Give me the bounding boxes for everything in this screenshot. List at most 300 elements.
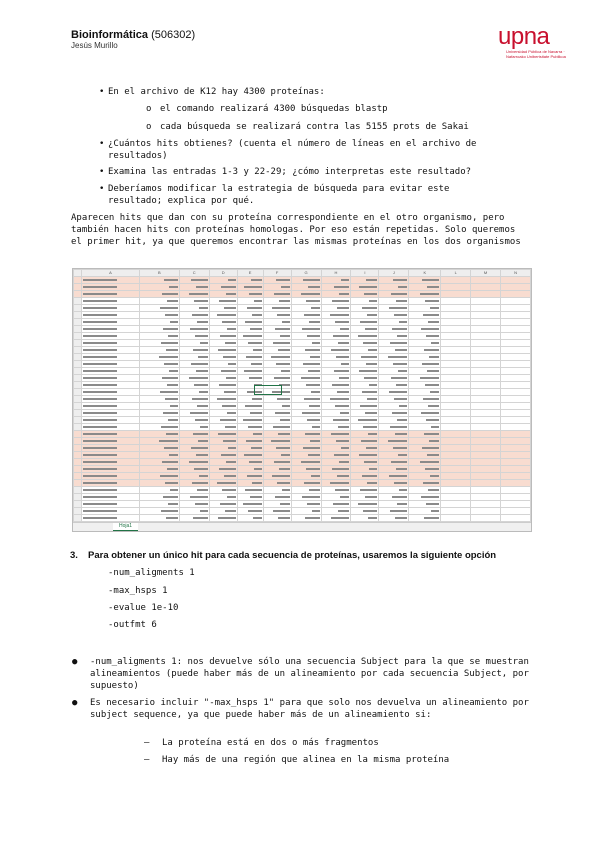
row-header[interactable] [74,291,82,298]
table-cell[interactable] [209,333,237,340]
table-cell[interactable] [379,312,409,319]
table-cell[interactable] [379,298,409,305]
table-cell[interactable] [263,501,291,508]
table-cell[interactable] [409,459,441,466]
table-cell[interactable] [291,417,321,424]
table-cell[interactable] [501,508,531,515]
table-cell[interactable] [139,445,179,452]
table-cell[interactable] [409,431,441,438]
table-cell[interactable] [441,424,471,431]
table-cell[interactable] [291,389,321,396]
column-header[interactable]: N [501,270,531,277]
table-cell[interactable] [379,347,409,354]
table-cell[interactable] [441,347,471,354]
table-cell[interactable] [237,347,263,354]
table-cell[interactable] [237,445,263,452]
table-cell[interactable] [263,396,291,403]
table-cell[interactable] [291,347,321,354]
table-cell[interactable] [501,487,531,494]
table-cell[interactable] [441,473,471,480]
table-cell[interactable] [291,277,321,284]
table-cell[interactable] [139,487,179,494]
table-cell[interactable] [237,438,263,445]
table-cell[interactable] [179,424,209,431]
table-cell[interactable] [471,284,501,291]
table-cell[interactable] [263,277,291,284]
table-cell[interactable] [441,340,471,347]
table-cell[interactable] [379,438,409,445]
table-cell[interactable] [237,508,263,515]
table-cell[interactable] [179,368,209,375]
table-cell[interactable] [81,284,139,291]
table-cell[interactable] [441,431,471,438]
table-cell[interactable] [379,445,409,452]
table-cell[interactable] [351,494,379,501]
table-cell[interactable] [263,319,291,326]
table-cell[interactable] [321,438,351,445]
table-cell[interactable] [409,361,441,368]
table-cell[interactable] [237,494,263,501]
table-cell[interactable] [139,480,179,487]
table-cell[interactable] [321,410,351,417]
table-cell[interactable] [321,417,351,424]
table-cell[interactable] [263,410,291,417]
table-cell[interactable] [209,389,237,396]
table-cell[interactable] [441,305,471,312]
table-cell[interactable] [291,452,321,459]
row-header[interactable] [74,305,82,312]
column-header[interactable]: G [291,270,321,277]
table-cell[interactable] [409,305,441,312]
table-cell[interactable] [351,459,379,466]
table-cell[interactable] [471,368,501,375]
table-cell[interactable] [379,319,409,326]
table-cell[interactable] [321,389,351,396]
row-header[interactable] [74,354,82,361]
table-cell[interactable] [263,417,291,424]
table-cell[interactable] [291,375,321,382]
table-cell[interactable] [441,466,471,473]
table-cell[interactable] [179,277,209,284]
table-cell[interactable] [81,494,139,501]
table-cell[interactable] [501,410,531,417]
table-cell[interactable] [471,389,501,396]
table-cell[interactable] [351,417,379,424]
row-header[interactable] [74,515,82,522]
table-cell[interactable] [471,382,501,389]
table-cell[interactable] [139,319,179,326]
table-cell[interactable] [321,277,351,284]
table-cell[interactable] [441,480,471,487]
table-cell[interactable] [501,445,531,452]
table-cell[interactable] [209,494,237,501]
table-cell[interactable] [139,354,179,361]
table-cell[interactable] [139,326,179,333]
table-cell[interactable] [81,515,139,522]
table-cell[interactable] [263,368,291,375]
table-cell[interactable] [237,368,263,375]
column-header[interactable]: C [179,270,209,277]
table-cell[interactable] [291,424,321,431]
row-header[interactable] [74,508,82,515]
column-header[interactable]: L [441,270,471,277]
table-cell[interactable] [471,473,501,480]
table-cell[interactable] [351,424,379,431]
table-cell[interactable] [139,459,179,466]
row-header[interactable] [74,298,82,305]
table-cell[interactable] [321,459,351,466]
table-cell[interactable] [501,298,531,305]
table-cell[interactable] [209,466,237,473]
table-cell[interactable] [179,403,209,410]
table-cell[interactable] [501,459,531,466]
table-cell[interactable] [351,410,379,417]
table-cell[interactable] [291,340,321,347]
table-cell[interactable] [379,501,409,508]
table-cell[interactable] [291,494,321,501]
table-cell[interactable] [263,298,291,305]
table-cell[interactable] [351,326,379,333]
table-cell[interactable] [501,326,531,333]
table-cell[interactable] [441,354,471,361]
table-cell[interactable] [351,354,379,361]
table-cell[interactable] [379,403,409,410]
table-cell[interactable] [263,424,291,431]
row-header[interactable] [74,480,82,487]
table-cell[interactable] [263,466,291,473]
table-cell[interactable] [179,410,209,417]
table-cell[interactable] [501,403,531,410]
table-cell[interactable] [321,466,351,473]
table-cell[interactable] [179,494,209,501]
row-header[interactable] [74,382,82,389]
table-cell[interactable] [81,368,139,375]
table-cell[interactable] [237,424,263,431]
row-header[interactable] [74,389,82,396]
table-cell[interactable] [471,424,501,431]
table-cell[interactable] [441,361,471,368]
table-cell[interactable] [291,431,321,438]
table-cell[interactable] [409,466,441,473]
column-header[interactable]: D [209,270,237,277]
table-cell[interactable] [321,319,351,326]
table-cell[interactable] [291,466,321,473]
table-cell[interactable] [81,445,139,452]
table-cell[interactable] [81,326,139,333]
table-cell[interactable] [501,396,531,403]
row-header[interactable] [74,431,82,438]
row-header[interactable] [74,326,82,333]
table-cell[interactable] [237,473,263,480]
row-header[interactable] [74,368,82,375]
table-cell[interactable] [179,319,209,326]
table-cell[interactable] [501,389,531,396]
row-header[interactable] [74,487,82,494]
table-cell[interactable] [441,375,471,382]
table-cell[interactable] [471,431,501,438]
table-cell[interactable] [379,459,409,466]
table-cell[interactable] [263,333,291,340]
table-cell[interactable] [209,298,237,305]
table-cell[interactable] [501,368,531,375]
table-cell[interactable] [379,417,409,424]
table-cell[interactable] [379,277,409,284]
table-cell[interactable] [237,459,263,466]
table-cell[interactable] [471,333,501,340]
table-cell[interactable] [237,396,263,403]
table-cell[interactable] [321,501,351,508]
table-cell[interactable] [351,340,379,347]
table-cell[interactable] [321,473,351,480]
table-cell[interactable] [471,417,501,424]
table-cell[interactable] [179,347,209,354]
table-cell[interactable] [237,333,263,340]
table-cell[interactable] [263,480,291,487]
table-cell[interactable] [321,312,351,319]
table-cell[interactable] [179,333,209,340]
table-cell[interactable] [471,410,501,417]
table-cell[interactable] [209,459,237,466]
table-cell[interactable] [351,277,379,284]
table-cell[interactable] [237,487,263,494]
table-cell[interactable] [409,347,441,354]
table-cell[interactable] [501,417,531,424]
table-cell[interactable] [263,284,291,291]
table-cell[interactable] [379,375,409,382]
row-header[interactable] [74,333,82,340]
table-cell[interactable] [351,508,379,515]
table-cell[interactable] [441,319,471,326]
table-cell[interactable] [321,284,351,291]
table-cell[interactable] [263,305,291,312]
table-cell[interactable] [321,445,351,452]
table-cell[interactable] [209,410,237,417]
table-cell[interactable] [321,298,351,305]
table-cell[interactable] [81,508,139,515]
table-cell[interactable] [81,410,139,417]
row-header[interactable] [74,277,82,284]
column-header[interactable]: F [263,270,291,277]
table-cell[interactable] [237,417,263,424]
table-cell[interactable] [321,494,351,501]
table-cell[interactable] [139,277,179,284]
table-cell[interactable] [471,375,501,382]
table-cell[interactable] [179,459,209,466]
table-cell[interactable] [139,291,179,298]
table-cell[interactable] [441,382,471,389]
table-cell[interactable] [501,494,531,501]
table-cell[interactable] [379,396,409,403]
table-cell[interactable] [441,452,471,459]
column-header[interactable]: I [351,270,379,277]
table-cell[interactable] [263,375,291,382]
table-cell[interactable] [179,508,209,515]
row-header[interactable] [74,312,82,319]
table-cell[interactable] [81,312,139,319]
table-cell[interactable] [379,508,409,515]
table-cell[interactable] [139,312,179,319]
selected-cell[interactable] [254,385,282,395]
table-cell[interactable] [139,333,179,340]
table-cell[interactable] [501,312,531,319]
table-cell[interactable] [263,326,291,333]
table-cell[interactable] [379,382,409,389]
table-cell[interactable] [263,494,291,501]
table-cell[interactable] [441,298,471,305]
table-cell[interactable] [471,298,501,305]
table-cell[interactable] [209,431,237,438]
table-cell[interactable] [351,445,379,452]
table-cell[interactable] [291,473,321,480]
row-header[interactable] [74,473,82,480]
column-header[interactable]: E [237,270,263,277]
table-cell[interactable] [139,473,179,480]
table-cell[interactable] [321,347,351,354]
table-cell[interactable] [263,487,291,494]
table-cell[interactable] [379,291,409,298]
table-cell[interactable] [209,375,237,382]
row-header[interactable] [74,361,82,368]
column-header[interactable] [74,270,82,277]
table-cell[interactable] [291,368,321,375]
table-cell[interactable] [351,319,379,326]
table-cell[interactable] [351,403,379,410]
table-cell[interactable] [139,466,179,473]
table-cell[interactable] [321,291,351,298]
table-cell[interactable] [263,508,291,515]
table-cell[interactable] [501,480,531,487]
table-cell[interactable] [501,382,531,389]
table-cell[interactable] [379,424,409,431]
row-header[interactable] [74,459,82,466]
table-cell[interactable] [351,473,379,480]
table-cell[interactable] [351,361,379,368]
table-cell[interactable] [179,445,209,452]
table-cell[interactable] [209,438,237,445]
table-cell[interactable] [351,368,379,375]
table-cell[interactable] [321,361,351,368]
column-header[interactable]: B [139,270,179,277]
table-cell[interactable] [351,333,379,340]
table-cell[interactable] [209,515,237,522]
table-cell[interactable] [351,431,379,438]
table-cell[interactable] [321,354,351,361]
table-cell[interactable] [321,508,351,515]
table-cell[interactable] [179,431,209,438]
table-cell[interactable] [81,459,139,466]
table-cell[interactable] [139,396,179,403]
table-cell[interactable] [441,277,471,284]
table-cell[interactable] [409,473,441,480]
table-cell[interactable] [471,480,501,487]
table-cell[interactable] [409,368,441,375]
table-cell[interactable] [209,480,237,487]
table-cell[interactable] [179,396,209,403]
table-cell[interactable] [81,487,139,494]
table-cell[interactable] [263,445,291,452]
table-cell[interactable] [409,340,441,347]
table-cell[interactable] [409,277,441,284]
table-cell[interactable] [409,382,441,389]
table-cell[interactable] [209,361,237,368]
table-cell[interactable] [179,389,209,396]
row-header[interactable] [74,284,82,291]
row-header[interactable] [74,375,82,382]
table-cell[interactable] [409,319,441,326]
table-cell[interactable] [351,515,379,522]
table-cell[interactable] [351,466,379,473]
table-cell[interactable] [409,396,441,403]
table-cell[interactable] [351,501,379,508]
row-header[interactable] [74,445,82,452]
table-cell[interactable] [291,298,321,305]
table-cell[interactable] [379,333,409,340]
table-cell[interactable] [291,445,321,452]
table-cell[interactable] [139,417,179,424]
table-cell[interactable] [139,368,179,375]
table-cell[interactable] [81,396,139,403]
table-cell[interactable] [81,354,139,361]
table-cell[interactable] [379,326,409,333]
table-cell[interactable] [321,375,351,382]
table-cell[interactable] [321,333,351,340]
table-cell[interactable] [471,354,501,361]
table-cell[interactable] [81,347,139,354]
table-cell[interactable] [471,452,501,459]
table-cell[interactable] [409,445,441,452]
table-cell[interactable] [139,361,179,368]
table-cell[interactable] [409,515,441,522]
table-cell[interactable] [351,347,379,354]
table-cell[interactable] [379,494,409,501]
table-cell[interactable] [379,389,409,396]
table-cell[interactable] [291,487,321,494]
table-cell[interactable] [441,396,471,403]
table-cell[interactable] [321,403,351,410]
table-cell[interactable] [237,480,263,487]
table-cell[interactable] [471,319,501,326]
table-cell[interactable] [379,466,409,473]
table-cell[interactable] [139,298,179,305]
table-cell[interactable] [81,277,139,284]
table-cell[interactable] [471,494,501,501]
table-cell[interactable] [441,487,471,494]
table-cell[interactable] [209,424,237,431]
table-cell[interactable] [179,487,209,494]
table-cell[interactable] [501,431,531,438]
table-cell[interactable] [237,312,263,319]
table-cell[interactable] [139,424,179,431]
table-cell[interactable] [209,417,237,424]
table-cell[interactable] [501,291,531,298]
table-cell[interactable] [237,326,263,333]
table-cell[interactable] [291,291,321,298]
table-cell[interactable] [179,326,209,333]
table-cell[interactable] [379,368,409,375]
table-cell[interactable] [263,354,291,361]
table-cell[interactable] [291,312,321,319]
table-cell[interactable] [291,403,321,410]
table-cell[interactable] [139,508,179,515]
table-cell[interactable] [139,375,179,382]
table-cell[interactable] [441,291,471,298]
table-cell[interactable] [351,375,379,382]
table-cell[interactable] [179,291,209,298]
table-cell[interactable] [263,473,291,480]
table-cell[interactable] [441,438,471,445]
table-cell[interactable] [409,452,441,459]
table-cell[interactable] [471,466,501,473]
